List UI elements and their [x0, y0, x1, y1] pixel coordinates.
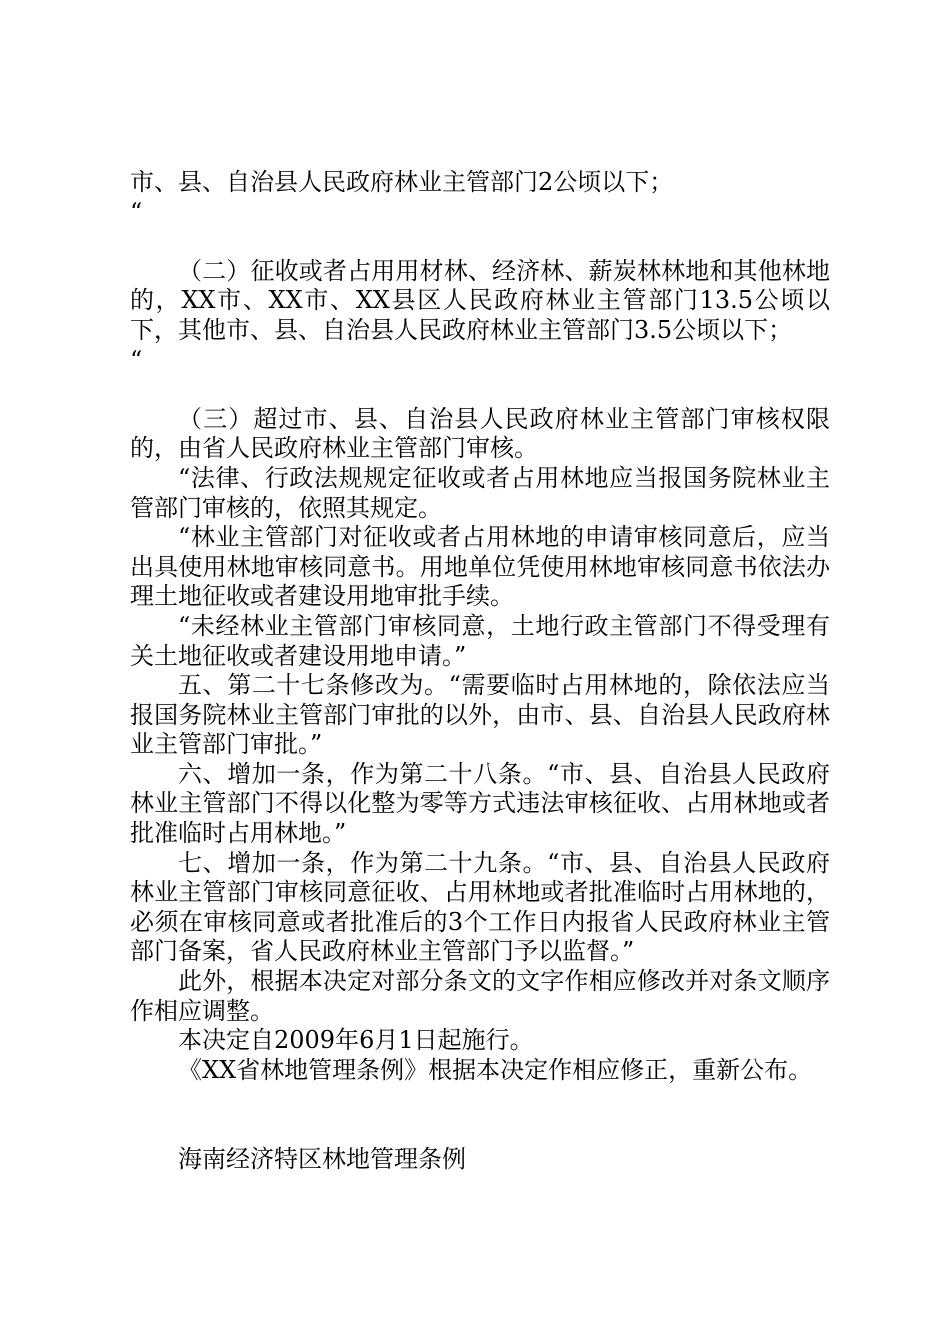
paragraph-law-rule: “法律、行政法规规定征收或者占用林地应当报国务院林业主管部门审核的，依照其规定。 — [130, 463, 830, 522]
paragraph-article-7: 七、增加一条，作为第二十九条。“市、县、自治县人民政府林业主管部门审核同意征收、占用林地或者批准临时占用林地的，必须在审核同意或者批准后的3个工作日内报省人民政府林业主管部门备案，省人民政府林业主管部门予以监督。” — [130, 848, 830, 966]
paragraph-republish: 《XX省林地管理条例》根据本决定作相应修正，重新公布。 — [178, 1055, 813, 1084]
paragraph-article-6: 六、增加一条，作为第二十八条。“市、县、自治县人民政府林业主管部门不得以化整为零等方式违法审核征收、占用林地或者批准临时占用林地。” — [130, 759, 830, 848]
paragraph-approval: “林业主管部门对征收或者占用林地的申请审核同意后，应当出具使用林地审核同意书。用地单位凭使用林地审核同意书依法办理土地征收或者建设用地审批手续。 — [130, 523, 830, 611]
paragraph-continuation: 市、县、自治县人民政府林业主管部门2公顷以下； — [130, 168, 674, 196]
paragraph-item-2: （二）征收或者占用用材林、经济林、薪炭林林地和其他林地的，XX市、XX市、XX县区人民政府林业主管部门13.5公顷以下，其他市、县、自治县人民政府林业主管部门3.5公顷以下； — [130, 256, 830, 344]
paragraph-item-3: （三）超过市、县、自治县人民政府林业主管部门审核权限的，由省人民政府林业主管部门审核。 — [130, 404, 830, 463]
blank-line — [130, 1115, 830, 1145]
blank-line — [130, 227, 830, 257]
regulation-title: 海南经济特区林地管理条例 — [178, 1144, 466, 1173]
blank-line — [130, 375, 830, 405]
quote-mark: “ — [130, 197, 143, 226]
paragraph-effective-date: 本决定自2009年6月1日起施行。 — [178, 1026, 534, 1055]
blank-line — [130, 1085, 830, 1115]
document-body — [130, 168, 830, 1174]
paragraph-article-5: 五、第二十七条修改为。“需要临时占用林地的，除依法应当报国务院林业主管部门审批的以外，由市、县、自治县人民政府林业主管部门审批。” — [130, 671, 830, 759]
paragraph-no-approval: “未经林业主管部门审核同意，土地行政主管部门不得受理有关土地征收或者建设用地申请。” — [130, 611, 830, 670]
quote-mark: “ — [130, 345, 143, 374]
paragraph-other-changes: 此外，根据本决定对部分条文的文字作相应修改并对条文顺序作相应调整。 — [130, 967, 830, 1025]
